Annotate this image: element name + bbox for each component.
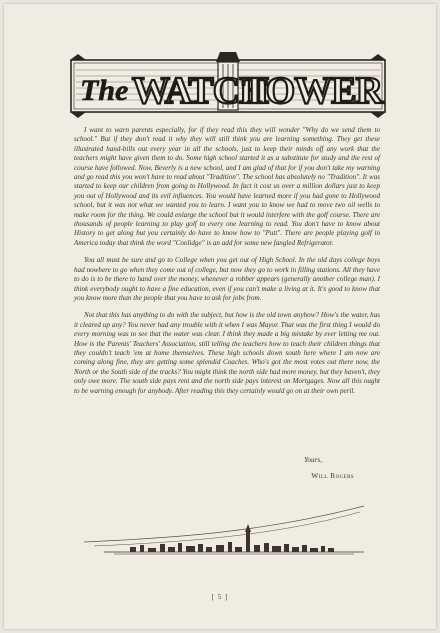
signature: Will Rogers bbox=[311, 471, 354, 480]
page bbox=[4, 4, 436, 629]
letter-body bbox=[74, 126, 380, 404]
paragraph-2: You all must be sure and go to College when you get out of High School. In the old days college boys had nowhere to go when they come out of college, but now they go to work in filling stations. All they have to do is to be there to hand over the money, whenever a robber appears (generally another college man). I think everybody ought to have a fine education, even if you can't make a living at it. It's good to know that you know more than the people that you have to ask for jobs from. bbox=[74, 256, 380, 302]
watchtower-logo bbox=[70, 50, 386, 120]
paragraph-1: I want to warn parents especially, for if they read this they will wonder "Why do we send them to school." But if they don't read it why they will still think you are learning something. They get these illustrated hand-bills out every year in all the schools, just to keep their minds off any work that the teachers might have given them to do. Some high school started it as a substitute for study and the rest of course have followed. Now, Beverly is a new school, and I am glad of that for if you don't take my warning and go read this you won't have to read about "Tradition". The school has absolutely no "Tradition". It was started to keep our children from going to Hollywood. In fact it cost us over a million dollars just to keep you out of Hollywood and its evil influences. You would have learned more if you had gone to Hollywood school, but it was not what we wanted you to learn. I want you to know we had to move two oil wells to make room for the thing. We could enlarge the school but it would interfere with the golf course. There are thousands of people learning to play golf to every one learning to read. You don't have to know about History to get along but you certainly do have to know how to "Putt". There are people playing golf in America today that think the word "Coolidge" is an add for some new fangled Refrigerator. bbox=[74, 126, 380, 247]
svg-text:The: The bbox=[80, 74, 129, 107]
closing-yours: Yours, bbox=[304, 456, 322, 464]
svg-text:WATCH: WATCH bbox=[132, 70, 268, 112]
skyline-illustration bbox=[64, 498, 384, 568]
svg-text:TOWER: TOWER bbox=[242, 70, 383, 112]
paragraph-3: Not that this has anything to do with the subject, but how is the old town anyhow? How's the water, has it cleared up any? You never had any trouble with it when I was Mayor. That was the first thing I would do every morning was to see that the water was clear. I think they made a big mistake by ever letting me out. How is the Parents' Teachers' Association, still telling the teachers how to teach their children things that they couldn't teach 'em at home themselves. These high schools down south here where I am now are coming along fine, they are getting some splendid Coaches. Who's got the most votes out there now, the North or the South side of the tracks? You might think the north side had more money, but they haven't, they only owe more. The south side pays rent and the north side pays interest on Mortgages. Now all this ought to be warning enough for anybody. After reading this they certainly would go on at their own peril. bbox=[74, 311, 380, 395]
watchtower-banner bbox=[70, 50, 386, 120]
page-number: [ 5 ] bbox=[211, 593, 229, 601]
